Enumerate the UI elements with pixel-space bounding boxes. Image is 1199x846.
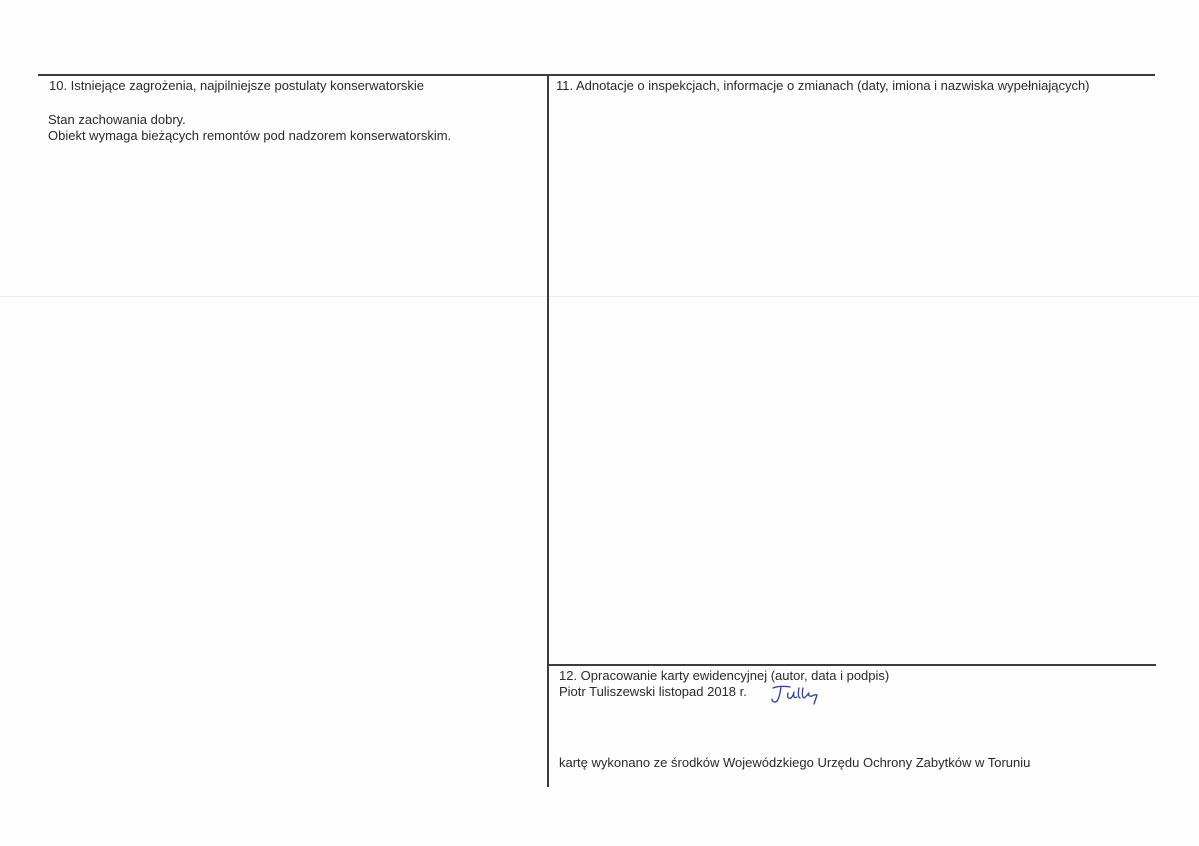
section-10-condition: Stan zachowania dobry. bbox=[48, 112, 186, 127]
section-12-rule bbox=[548, 664, 1156, 666]
section-12-heading: 12. Opracowanie karty ewidencyjnej (autor, data i podpis) bbox=[559, 668, 890, 683]
section-11-heading: 11. Adnotacje o inspekcjach, informacje o zmianach (daty, imiona i nazwiska wypełniających) bbox=[556, 78, 1090, 93]
section-12-author: Piotr Tuliszewski listopad 2018 r. bbox=[559, 684, 747, 699]
section-10-heading: 10. Istniejące zagrożenia, najpilniejsze postulaty konserwatorskie bbox=[49, 78, 425, 93]
section-10-requirement: Obiekt wymaga bieżących remontów pod nadzorem konserwatorskim. bbox=[48, 128, 452, 143]
top-rule bbox=[38, 74, 1155, 76]
scan-fold-line bbox=[0, 296, 1199, 297]
funding-note: kartę wykonano ze środków Wojewódzkiego Urzędu Ochrony Zabytków w Toruniu bbox=[559, 755, 1031, 770]
column-divider bbox=[547, 74, 549, 787]
signature bbox=[768, 684, 824, 706]
